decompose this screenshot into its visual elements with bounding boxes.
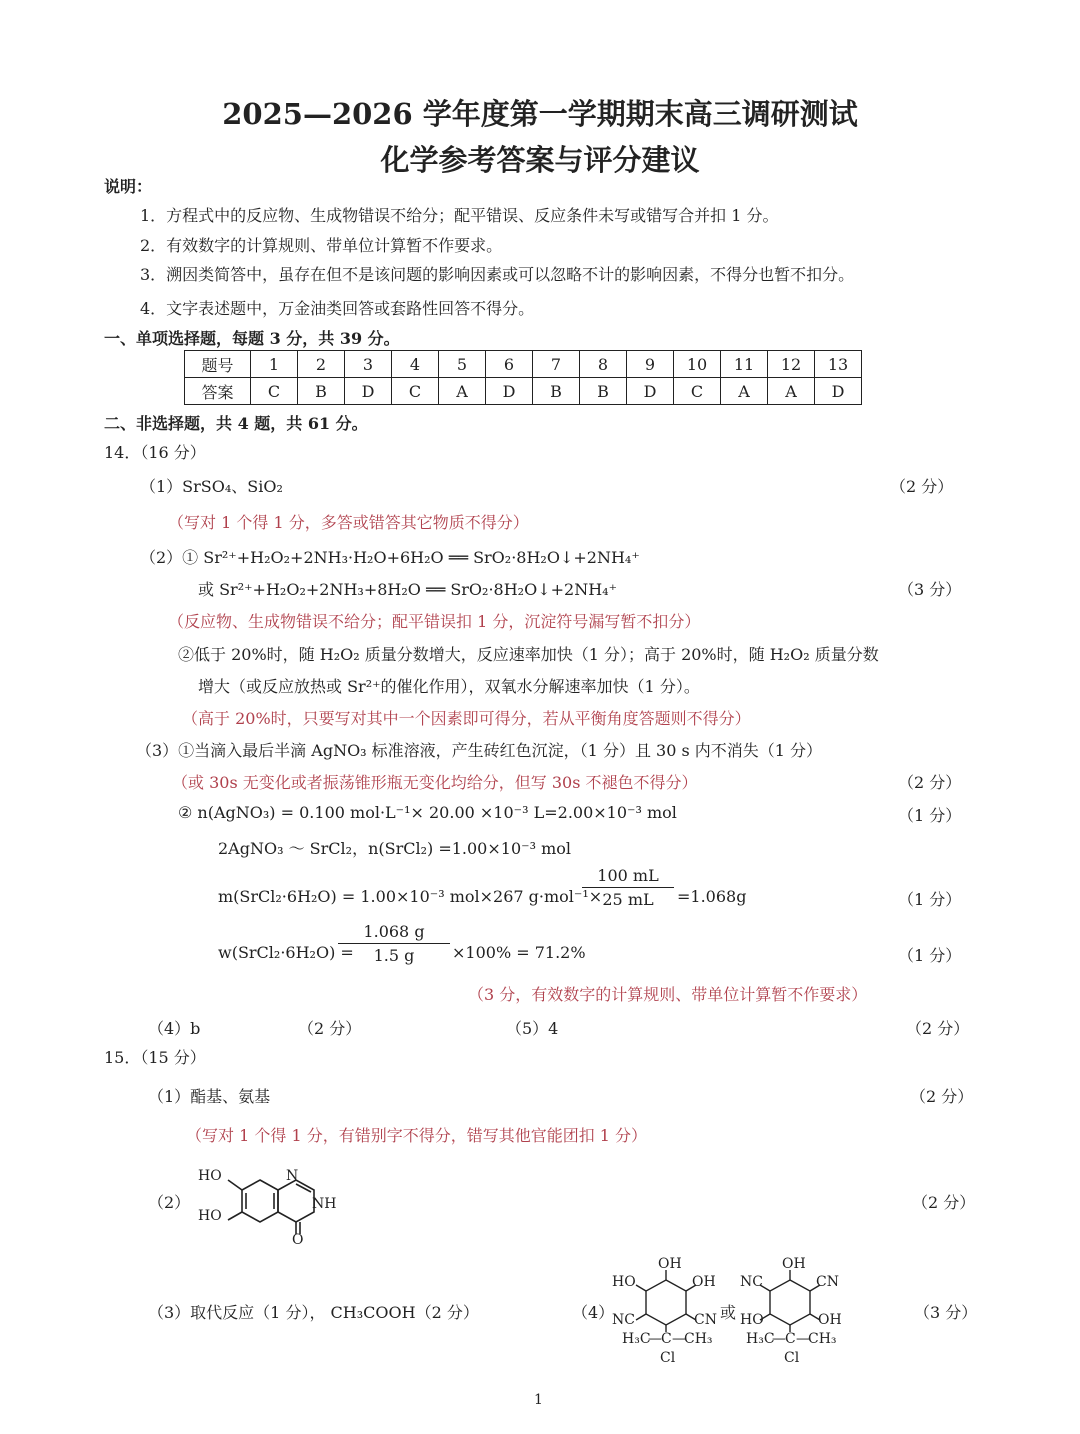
- q14-part3-calc-2: 2AgNO₃ ～ SrCl₂，n(SrCl₂) =1.00×10⁻³ mol: [218, 839, 571, 858]
- fraction-bar: [338, 943, 450, 944]
- h3c-label: H₃C: [746, 1331, 775, 1347]
- q14-part5-score: （2 分）: [906, 1019, 970, 1038]
- fraction-numerator: 1.068 g: [363, 922, 425, 941]
- q14-fraction-mass: [338, 922, 450, 965]
- q14-fraction-volume: [582, 866, 674, 909]
- number-cell: 9: [627, 351, 674, 378]
- carbon-label: C: [785, 1331, 796, 1347]
- q14-part1: （1）SrSO₄、SiO₂: [140, 477, 283, 496]
- answer-table: [184, 350, 862, 405]
- table-header-cell: 题号: [185, 351, 251, 378]
- note-3: 3．溯因类简答中，虽存在但不是该问题的影响因素或可以忽略不计的影响因素，不得分也暂不扣分。: [140, 265, 855, 284]
- bond-dash: —: [672, 1331, 686, 1347]
- oh-label: OH: [818, 1312, 842, 1328]
- q14-part3-calc-4-right: ×100% = 71.2%: [452, 943, 586, 962]
- note-2: 2．有效数字的计算规则、带单位计算暂不作要求。: [140, 236, 503, 255]
- number-cell: 12: [768, 351, 815, 378]
- number-cell: 1: [251, 351, 298, 378]
- number-cell: 7: [533, 351, 580, 378]
- table-header-cell: 答案: [185, 378, 251, 405]
- structure-bonds: [636, 1270, 696, 1332]
- note-1: 1．方程式中的反应物、生成物错误不给分；配平错误、反应条件未写或错写合并扣 1 分。: [140, 206, 779, 225]
- oh-label: OH: [692, 1274, 716, 1290]
- q15-part1-score: （2 分）: [910, 1087, 974, 1106]
- q15-part1: （1）酯基、氨基: [148, 1087, 271, 1106]
- q15-heading: 15．（15 分）: [104, 1048, 206, 1067]
- q15-part2-label: （2）: [148, 1193, 191, 1212]
- cn-label: CN: [694, 1312, 717, 1328]
- number-cell: 4: [392, 351, 439, 378]
- q14-part2-answer-line-1: ②低于 20%时，随 H₂O₂ 质量分数增大，反应速率加快（1 分）；高于 20%时，随 H₂O₂ 质量分数: [178, 645, 879, 664]
- q14-part3-calc-4-left: w(SrCl₂·6H₂O) =: [218, 943, 354, 962]
- q15-part3: （3）取代反应（1 分）， CH₃COOH（2 分）: [148, 1303, 479, 1322]
- oh-label: OH: [782, 1256, 806, 1272]
- q14-part3-note-2: （3 分，有效数字的计算规则、带单位计算暂不作要求）: [468, 985, 868, 1004]
- q14-part2-equation-1: （2）① Sr²⁺+H₂O₂+2NH₃·H₂O+6H₂O ══ SrO₂·8H₂O↓+2NH₄⁺: [140, 548, 640, 567]
- page-number: 1: [534, 1392, 543, 1408]
- q14-part2-equation-2: 或 Sr²⁺+H₂O₂+2NH₃+8H₂O ══ SrO₂·8H₂O↓+2NH₄⁺: [198, 580, 618, 599]
- chlorine-label: Cl: [660, 1350, 676, 1366]
- page-subtitle: 化学参考答案与评分建议: [380, 143, 700, 177]
- q15-part4-or: 或: [720, 1303, 737, 1322]
- bond-dash: —: [796, 1331, 810, 1347]
- nh-label: NH: [312, 1196, 337, 1212]
- q15-part4-label: （4）: [572, 1303, 615, 1322]
- answer-cell: C: [674, 378, 721, 405]
- answer-cell: B: [298, 378, 345, 405]
- q14-part3-calc-3-right: =1.068g: [677, 887, 747, 906]
- q14-part2-note-2: （高于 20%时，只要写对其中一个因素即可得分，若从平衡角度答题则不得分）: [182, 709, 751, 728]
- h3c-label: H₃C: [622, 1331, 651, 1347]
- section-1-heading: 一、单项选择题，每题 3 分，共 39 分。: [104, 329, 400, 348]
- oh-label: OH: [658, 1256, 682, 1272]
- q14-part5: （5）4: [506, 1019, 559, 1038]
- oxygen-label: O: [292, 1232, 304, 1248]
- q14-part3-calc-3-left: m(SrCl₂·6H₂O) = 1.00×10⁻³ mol×267 g·mol⁻¹×: [218, 887, 603, 906]
- q14-heading: 14．（16 分）: [104, 443, 206, 462]
- nc-label: NC: [612, 1312, 635, 1328]
- bond-dash: —: [648, 1331, 662, 1347]
- page-title: 2025—2026 学年度第一学期期末高三调研测试: [222, 97, 858, 131]
- fraction-numerator: 100 mL: [597, 866, 659, 885]
- note-4: 4．文字表述题中，万金油类回答或套路性回答不得分。: [140, 299, 535, 318]
- answer-cell: D: [627, 378, 674, 405]
- q14-part3-score-2: （1 分）: [898, 806, 962, 825]
- carbon-label: C: [661, 1331, 672, 1347]
- answer-cell: B: [533, 378, 580, 405]
- q14-part2-answer-line-2: 增大（或反应放热或 Sr²⁺的催化作用），双氧水分解速率加快（1 分）。: [198, 677, 700, 696]
- quinazolinone-structure: [190, 1158, 340, 1248]
- q15-part4-score: （3 分）: [914, 1303, 978, 1322]
- ch3-label: CH₃: [684, 1331, 713, 1347]
- structure-bonds: [760, 1270, 820, 1332]
- q14-part1-note: （写对 1 个得 1 分，多答或错答其它物质不得分）: [168, 513, 529, 532]
- chlorine-label: Cl: [784, 1350, 800, 1366]
- q14-part2-score: （3 分）: [898, 580, 962, 599]
- q14-part1-score: （2 分）: [890, 477, 954, 496]
- fraction-denominator: 25 mL: [602, 890, 654, 909]
- number-cell: 6: [486, 351, 533, 378]
- notes-heading: 说明：: [104, 177, 153, 196]
- answer-cell: A: [721, 378, 768, 405]
- answer-cell: C: [392, 378, 439, 405]
- hydroxyl-label: HO: [198, 1208, 222, 1224]
- fraction-bar: [582, 887, 674, 888]
- q14-part2-note: （反应物、生成物错误不给分；配平错误扣 1 分，沉淀符号漏写暂不扣分）: [168, 612, 701, 631]
- bond-dash: —: [772, 1331, 786, 1347]
- nitrogen-label: N: [286, 1168, 299, 1184]
- answer-cell: C: [251, 378, 298, 405]
- cn-label: CN: [816, 1274, 839, 1290]
- fraction-denominator: 1.5 g: [373, 946, 415, 965]
- q14-part4: （4）b: [148, 1019, 201, 1038]
- benzene-dicyano-structure-1: [608, 1254, 720, 1366]
- number-cell: 2: [298, 351, 345, 378]
- number-cell: 13: [815, 351, 862, 378]
- section-2-heading: 二、非选择题，共 4 题，共 61 分。: [104, 414, 368, 433]
- benzene-dicyano-structure-2: [738, 1254, 850, 1366]
- q14-part3-score-1: （2 分）: [898, 773, 962, 792]
- ch3-label: CH₃: [808, 1331, 837, 1347]
- answer-cell: D: [486, 378, 533, 405]
- answer-cell: D: [345, 378, 392, 405]
- number-cell: 8: [580, 351, 627, 378]
- number-cell: 3: [345, 351, 392, 378]
- q14-part3-line-1: （3）①当滴入最后半滴 AgNO₃ 标准溶液，产生砖红色沉淀，（1 分）且 30 s 内不消失（1 分）: [136, 741, 823, 760]
- nc-label: NC: [740, 1274, 763, 1290]
- number-cell: 10: [674, 351, 721, 378]
- q15-part1-note: （写对 1 个得 1 分，有错别字不得分，错写其他官能团扣 1 分）: [186, 1126, 648, 1145]
- structure-bonds: [228, 1180, 314, 1234]
- answer-cell: D: [815, 378, 862, 405]
- answer-table-number-row: [185, 351, 862, 378]
- ho-label: HO: [740, 1312, 764, 1328]
- answer-table-answer-row: [185, 378, 862, 405]
- number-cell: 11: [721, 351, 768, 378]
- q14-part3-score-4: （1 分）: [898, 946, 962, 965]
- answer-cell: B: [580, 378, 627, 405]
- answer-cell: A: [439, 378, 486, 405]
- q14-part3-note: （或 30s 无变化或者振荡锥形瓶无变化均给分，但写 30s 不褪色不得分）: [172, 773, 698, 792]
- hydroxyl-label: HO: [198, 1168, 222, 1184]
- q14-part3-score-3: （1 分）: [898, 890, 962, 909]
- ho-label: HO: [612, 1274, 636, 1290]
- q14-part3-calc-1: ② n(AgNO₃) = 0.100 mol·L⁻¹× 20.00 ×10⁻³ L=2.00×10⁻³ mol: [178, 803, 677, 822]
- number-cell: 5: [439, 351, 486, 378]
- q14-part4-score: （2 分）: [298, 1019, 362, 1038]
- q15-part2-score: （2 分）: [912, 1193, 976, 1212]
- answer-cell: A: [768, 378, 815, 405]
